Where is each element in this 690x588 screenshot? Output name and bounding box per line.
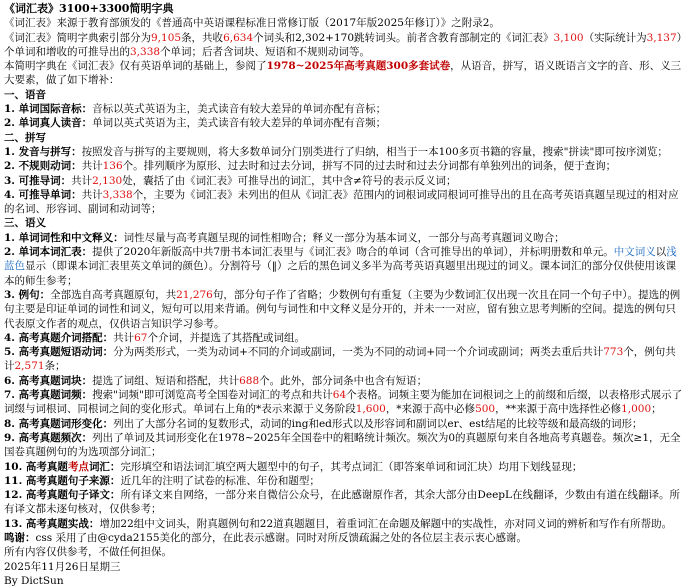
acknowledgement-text: css 采用了由@cyda2155美化的部分，在此表示感谢。同时对所反馈疏漏之处的各位层主表示衷心感谢。 bbox=[35, 531, 528, 544]
item-text: 所有译文来自网络，一部分来自微信公众号，在此感谢原作者，其余大部分由DeepL在线翻译，少数由有道在线翻译。所有译文都未逐句核对，仅供参考； bbox=[4, 489, 680, 516]
item-frequency bbox=[4, 431, 686, 460]
item-text: 近几年的注明了试卷的标准、年份和题型； bbox=[120, 474, 320, 487]
blue-text: 中文词义 bbox=[613, 246, 656, 259]
item-text: 句，部分句子作了省略；少数例句有重复（主要为少数词汇仅出现一次且在同一个句子中）。提选的例句主要是印证单词的词性和词义，短句可以用来背诵。例句与词性和中文释义是分开的，并未一一对应，留有独立思考判断的空间。提选的例句只代表原文作者的观点，仅供语言知识学习参考。 bbox=[4, 288, 681, 330]
count-value: 2,571 bbox=[14, 360, 45, 373]
item-translations bbox=[4, 488, 686, 517]
count-derived-words: 3,338 bbox=[130, 45, 161, 58]
item-practice bbox=[4, 517, 686, 531]
acknowledgement-label: 鸣谢： bbox=[4, 531, 36, 544]
item-label: 7. 高考真题词频： bbox=[4, 389, 93, 402]
item-text: ，**来源于高中选择性必修 bbox=[495, 403, 622, 416]
count-value: 1,600 bbox=[355, 403, 386, 416]
item-text: 列出了大部分名词的复数形式，动词的ing和ed形式以及形容词和副词以er、est结尾的比较等级和最高级的词形； bbox=[113, 417, 643, 430]
author-credit: By DictSun bbox=[4, 574, 64, 587]
item-label: 4. 高考真题介词搭配： bbox=[4, 331, 114, 344]
item-text: 按照发音与拼写的主要规则，将大多数单词分门别类进行了归纳，相当于一本100多页书籍的容量，搜索"拼读"即可按序浏览； bbox=[81, 145, 668, 158]
item-sentence-source bbox=[4, 474, 686, 488]
item-label: 6. 高考真题词块： bbox=[4, 374, 93, 387]
item-text: 共计 bbox=[113, 331, 135, 344]
intro-text: 个单词；后者含词块、短语和不规则动词等。 bbox=[160, 45, 371, 58]
count-value: 67 bbox=[134, 331, 148, 344]
item-phonics bbox=[4, 145, 686, 159]
date-stamp: 2025年11月26日星期三 bbox=[4, 560, 121, 573]
count-value: 136 bbox=[102, 160, 123, 173]
item-label: 9. 高考真题频次： bbox=[4, 431, 93, 444]
item-text: 分为两类形式，一类为动词+不同的介词或副词，一类为不同的动词+同一个介词或副词；两类去重后共计 bbox=[113, 346, 604, 359]
page-title: 《词汇表》3100+3300简明字典 bbox=[4, 2, 174, 15]
item-text: 个表格。词频主要为能加在词根词之上的前缀和后缀，以表格形式展示了词缀与词根词、同根词之间的变化形式。单词右上角的*表示来源于义务阶段 bbox=[4, 389, 683, 416]
intro-index-line bbox=[4, 31, 686, 60]
section-heading-pronunciation: 一、语音 bbox=[4, 88, 46, 101]
item-label-highlight: 考点 bbox=[67, 460, 89, 473]
item-label: 12. 高考真题句子译文： bbox=[4, 489, 121, 502]
item-text: 个，例句共计 bbox=[4, 346, 676, 373]
item-text: 增加22组中文词头，附真题例句和22道真题题目，着重词汇在命题及解题中的实战性，亦对同义词的辨析和写作有所帮助。 bbox=[99, 517, 673, 530]
item-text: 提选了词组、短语和搭配，共计 bbox=[92, 374, 240, 387]
intro-source-text: 《词汇表》来源于教育部颁发的《普通高中英语课程标准日常修订版（2017年版2025年修订）》之附录2。 bbox=[4, 17, 500, 30]
item-text: ； bbox=[651, 403, 662, 416]
item-label: 10. 高考真题 bbox=[4, 460, 68, 473]
item-text: 个。排列顺序为原形、过去时和过去分词，拼写不同的过去时和过去分词都有单独列出的词条，便于查询； bbox=[122, 160, 617, 173]
item-text: 显示（即课本词汇表里英文单词的颜色）。分割符号（‖）之后的黑色词义多半为高考英语真题里出现过的词义。课本词汇的部分仅供使用该课本的师生参考； bbox=[4, 260, 676, 287]
item-phonetics bbox=[4, 102, 686, 116]
intro-scope-line bbox=[4, 59, 686, 88]
item-text: 个介词，并提选了其搭配或词组。 bbox=[147, 331, 305, 344]
item-text: 单词以英式英语为主，美式读音有较大差异的单词亦配有音频； bbox=[92, 117, 387, 130]
count-value: 3,338 bbox=[102, 188, 133, 201]
count-value: 21,276 bbox=[176, 288, 213, 301]
item-text: 个。此外，部分词条中也含有短语； bbox=[259, 374, 428, 387]
item-label: 13. 高考真题实战： bbox=[4, 517, 100, 530]
item-label: 5. 高考真题短语动词： bbox=[4, 346, 114, 359]
item-pos-definition bbox=[4, 231, 686, 245]
item-derivable-words bbox=[4, 188, 686, 217]
item-text: 完形填空和语法词汇填空两大题型中的句子，其考点词汇（即答案单词和词汇块）均用下划线显现； bbox=[120, 460, 583, 473]
item-label: 1. 发音与拼写： bbox=[4, 145, 82, 158]
item-text: 共计 bbox=[81, 188, 103, 201]
item-text: 提供了2020年新版高中共7册书本词汇表里与《词汇表》吻合的单词（含可推导出的单词），并标明册数和单元。 bbox=[92, 246, 614, 259]
count-value: 500 bbox=[475, 403, 496, 416]
item-label: 1. 单词词性和中文释义： bbox=[4, 231, 124, 244]
count-value: 773 bbox=[603, 346, 624, 359]
item-text: 词性尽量与高考真题呈现的词性相吻合；释义一部分为基本词义，一部分与高考真题词义吻合； bbox=[123, 231, 565, 244]
item-label: 4. 可推导单词： bbox=[4, 188, 82, 201]
item-text: 音标以英式英语为主，美式读音有较大差异的单词亦配有音标； bbox=[92, 103, 387, 116]
section-heading-meaning: 三、语义 bbox=[4, 217, 46, 230]
item-text: 个，主要为《词汇表》未列出的但从《词汇表》范围内的词根词或同根词可推导出的且在高考英语真题呈现过的相对应的名词、形容词、副词和动词等； bbox=[4, 188, 679, 216]
item-text: 全部选自高考真题原句，共 bbox=[50, 288, 177, 301]
count-value: 64 bbox=[332, 389, 347, 402]
item-label: 2. 单词真人读音： bbox=[4, 117, 93, 130]
item-textbook-vocab bbox=[4, 245, 686, 288]
count-value: 1,000 bbox=[621, 403, 652, 416]
section-heading-spelling: 二、拼写 bbox=[4, 131, 46, 144]
item-label: 2. 单词本词汇表： bbox=[4, 246, 93, 259]
intro-text: 《词汇表》简明字典索引部分为 bbox=[4, 31, 151, 44]
item-label: 8. 高考真题词形变化： bbox=[4, 417, 114, 430]
intro-text: （实际统计为 bbox=[583, 31, 647, 44]
item-label: 3. 可推导词： bbox=[4, 174, 72, 187]
blue-text: 浅蓝色 bbox=[4, 246, 677, 273]
item-label: 2. 不规则动词： bbox=[4, 160, 82, 173]
item-text: ，*来源于高中必修 bbox=[385, 403, 476, 416]
item-label: 词汇： bbox=[88, 460, 121, 473]
count-actual-words: 3,137 bbox=[646, 31, 677, 44]
item-label: 3. 例句： bbox=[4, 288, 51, 301]
item-text: 列出了单词及其词形变化在1978~2025年全国卷中的粗略统计频次。频次为0的真题原句来自各地高考真题卷。频次≥1，无全国卷真题例句的为选项部分词汇； bbox=[4, 431, 681, 459]
count-value: 2,130 bbox=[92, 174, 123, 187]
item-test-points bbox=[4, 460, 686, 474]
intro-text: ，从语音，拼写，语义既语言文字的音、形、义三大要素，做了如下增补： bbox=[4, 60, 682, 87]
item-text: 以 bbox=[655, 246, 667, 259]
item-affixes bbox=[4, 388, 686, 417]
count-value: 688 bbox=[239, 374, 260, 387]
item-prepositions bbox=[4, 331, 686, 345]
item-text: 共计 bbox=[71, 174, 93, 187]
intro-source-line bbox=[4, 16, 686, 30]
count-headwords: 6,634 bbox=[223, 31, 254, 44]
item-irregular-verbs bbox=[4, 159, 686, 173]
count-index-entries: 9,105 bbox=[151, 31, 182, 44]
item-audio bbox=[4, 116, 686, 130]
intro-text: 本简明字典在《词汇表》仅有英语单词的基础上，参阅了 bbox=[4, 60, 267, 73]
item-label: 1. 单词国际音标： bbox=[4, 103, 93, 116]
intro-text: 条，共收 bbox=[181, 31, 224, 44]
intro-text: 个词头和2,302+170跳转词头。前者含教育部制定的《词汇表》 bbox=[253, 31, 554, 44]
item-label: 11. 高考真题句子来源： bbox=[4, 474, 121, 487]
item-text: 处，囊括了由《词汇表》可推导出的词汇，其中含≠符号的表示反义词； bbox=[122, 174, 457, 187]
item-examples bbox=[4, 288, 686, 331]
acknowledgement bbox=[4, 531, 686, 545]
item-text: 条； bbox=[44, 360, 66, 373]
disclaimer: 所有内容仅供参考，不做任何担保。 bbox=[4, 546, 172, 559]
count-official-words: 3,100 bbox=[553, 31, 584, 44]
item-phrasal-verbs bbox=[4, 345, 686, 374]
item-chunks bbox=[4, 374, 686, 388]
intro-text: ）个单词和增收的可推导出的 bbox=[4, 31, 682, 58]
item-word-forms bbox=[4, 417, 686, 431]
item-derivable bbox=[4, 174, 686, 188]
item-text: 共计 bbox=[81, 160, 103, 173]
item-text: 搜索"词频"即可浏览高考全国卷对词汇的考点和共计 bbox=[92, 389, 333, 402]
exam-range-highlight: 1978~2025年高考真题300多套试卷 bbox=[266, 60, 451, 73]
